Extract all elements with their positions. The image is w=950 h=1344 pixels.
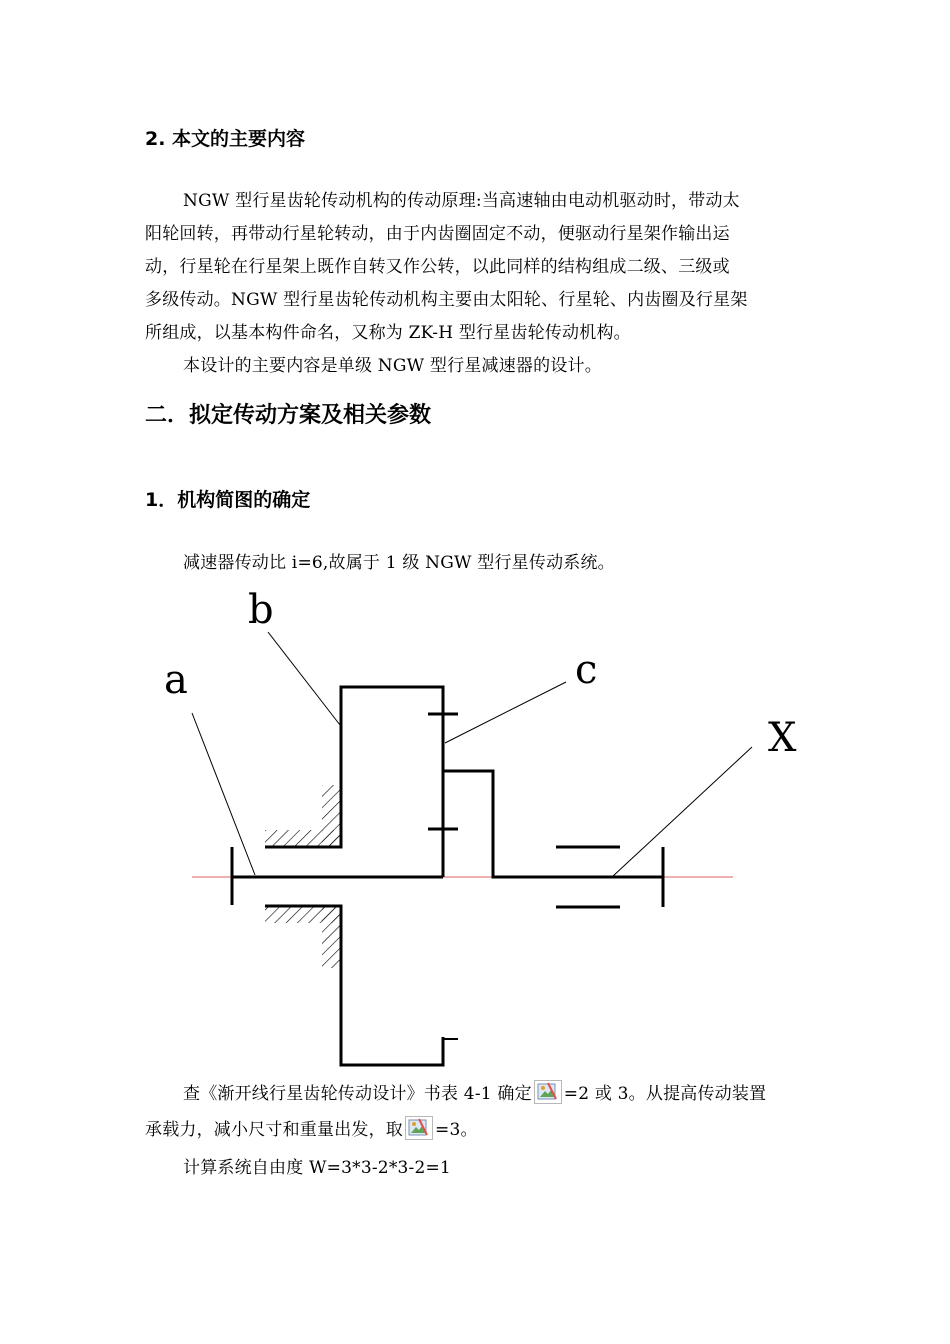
planet-carrier: [443, 771, 663, 877]
mechanism-diagram: [0, 575, 950, 1075]
label-sun-gear-a: a: [164, 657, 188, 703]
text-segment: =2 或 3。从提高传动装置: [563, 1084, 767, 1104]
paragraph-table-lookup: [183, 1079, 766, 1104]
leader-line-b: [268, 632, 340, 725]
broken-image-icon: [405, 1116, 433, 1140]
leader-line-x: [612, 747, 752, 877]
label-ring-gear-b: b: [248, 587, 274, 633]
paragraph-line: 动，行星轮在行星架上既作自转又作公转，以此同样的结构组成二级、三级或: [145, 257, 730, 277]
paragraph-degrees-of-freedom: 计算系统自由度 W=3*3-2*3-2=1: [183, 1158, 451, 1178]
label-planet-gear-c: c: [575, 647, 598, 693]
ground-hatching-lower: [265, 906, 341, 968]
ring-gear-lower: [265, 906, 443, 1065]
label-carrier-x: X: [768, 715, 797, 761]
paragraph-table-lookup-cont: [145, 1115, 478, 1140]
chapter-heading-transmission-scheme: 二．拟定传动方案及相关参数: [145, 403, 432, 428]
ground-hatching-upper: [265, 785, 341, 847]
broken-image-icon: [534, 1080, 562, 1104]
text-segment: 承载力，减小尺寸和重量出发，取: [145, 1120, 403, 1140]
paragraph-line: 所组成，以基本构件命名，又称为 ZK-H 型行星齿轮传动机构。: [145, 323, 631, 343]
paragraph-line: 阳轮回转，再带动行星轮转动，由于内齿圈固定不动，便驱动行星架作输出运: [145, 224, 730, 244]
ring-gear-upper: [265, 687, 443, 877]
text-segment: =3。: [435, 1120, 478, 1140]
paragraph-line: 多级传动。NGW 型行星齿轮传动机构主要由太阳轮、行星轮、内齿圈及行星架: [145, 290, 748, 310]
paragraph-ratio: 减速器传动比 i=6,故属于 1 级 NGW 型行星传动系统。: [183, 553, 615, 573]
text-segment: 查《渐开线行星齿轮传动设计》书表 4-1 确定: [183, 1084, 532, 1104]
paragraph-design-content: 本设计的主要内容是单级 NGW 型行星减速器的设计。: [183, 356, 602, 376]
leader-line-a: [192, 713, 255, 875]
leader-line-c: [445, 682, 566, 743]
paragraph-line: NGW 型行星齿轮传动机构的传动原理:当高速轴由电动机驱动时，带动太: [183, 191, 740, 211]
section-heading-mechanism-diagram: 1．机构简图的确定: [145, 489, 311, 511]
section-heading-main-content: 2. 本文的主要内容: [145, 128, 306, 150]
